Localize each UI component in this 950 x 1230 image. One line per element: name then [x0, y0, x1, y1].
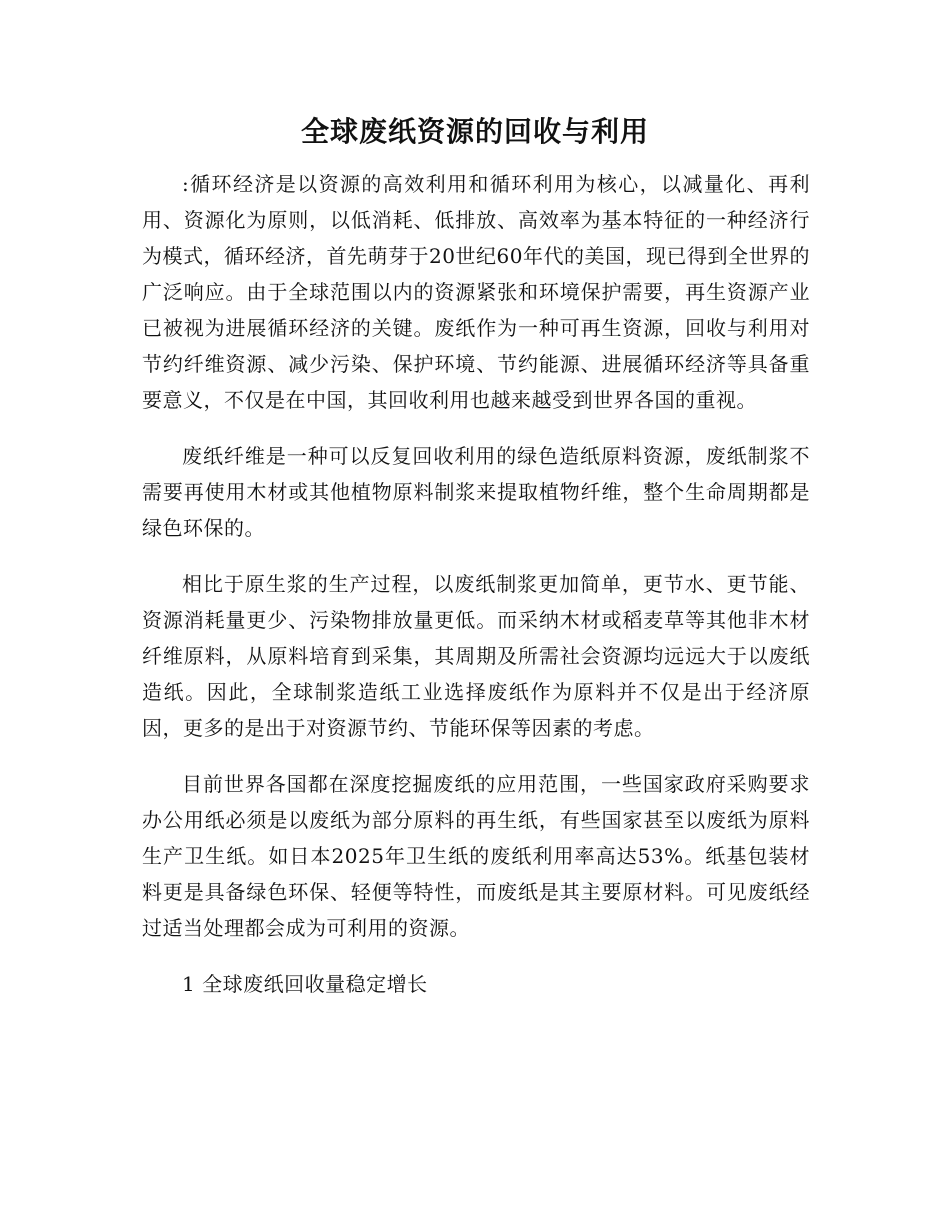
- section-heading: 1 全球废纸回收量稳定增长: [182, 972, 428, 996]
- paragraph-intro: :循环经济是以资源的高效利用和循环利用为核心，以减量化、再利用、资源化为原则，以低消耗、低排放、高效率为基本特征的一种经济行为模式，循环经济，首先萌芽于20世纪60年代的美国，现已得到全世界的广泛响应。由于全球范围以内的资源紧张和环境保护需要，再生资源产业已被视为进展循环经济的关键。废纸作为一种可再生资源，回收与利用对节约纤维资源、减少污染、保护环境、节约能源、进展循环经济等具备重要意义，不仅是在中国，其回收利用也越来越受到世界各国的重视。: [142, 172, 810, 412]
- document-body: [142, 166, 810, 1002]
- paragraph-comparison: 相比于原生浆的生产过程，以废纸制浆更加简单，更节水、更节能、资源消耗量更少、污染物排放量更低。而采纳木材或稻麦草等其他非木材纤维原料，从原料培育到采集，其周期及所需社会资源均远远大于以废纸造纸。因此，全球制浆造纸工业选择废纸作为原料并不仅是出于经济原因，更多的是出于对资源节约、节能环保等因素的考虑。: [142, 572, 810, 740]
- paragraph-fiber: 废纸纤维是一种可以反复回收利用的绿色造纸原料资源，废纸制浆不需要再使用木材或其他植物原料制浆来提取植物纤维，整个生命周期都是绿色环保的。: [142, 444, 810, 540]
- document-title: 全球废纸资源的回收与利用: [300, 115, 649, 148]
- paragraph-applications: 目前世界各国都在深度挖掘废纸的应用范围，一些国家政府采购要求办公用纸必须是以废纸为部分原料的再生纸，有些国家甚至以废纸为原料生产卫生纸。如日本2025年卫生纸的废纸利用率高达53%。纸基包装材料更是具备绿色环保、轻便等特性，而废纸是其主要原材料。可见废纸经过适当处理都会成为可利用的资源。: [142, 772, 810, 940]
